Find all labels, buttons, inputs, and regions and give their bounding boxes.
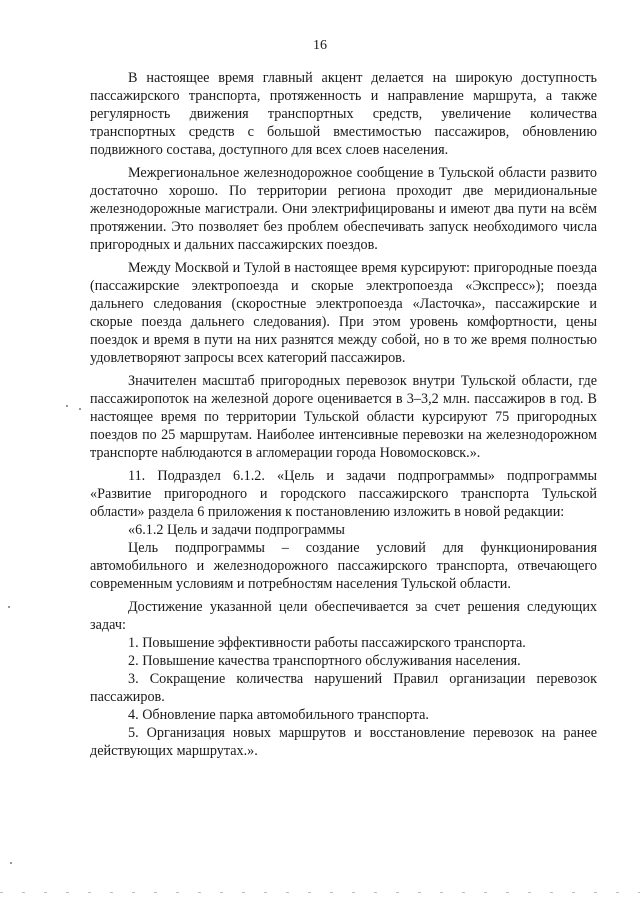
page-number: 16 — [313, 38, 327, 53]
paragraph: Достижение указанной цели обеспечивается за счет решения следующих задач: — [90, 599, 597, 633]
paragraph: 11. Подраздел 6.1.2. «Цель и задачи подпрограммы» подпрограммы «Развитие пригородного и городского пассажирского транспорта Тульской области» раздела 6 приложения к постановлению изложить в новой редакции: — [90, 468, 597, 520]
list-item: 3. Сокращение количества нарушений Правил организации перевозок пассажиров. — [90, 671, 597, 705]
paragraph: Между Москвой и Тулой в настоящее время курсируют: пригородные поезда (пассажирские электропоезда и скорые электропоезда «Экспресс»); поезда дальнего следования (скоростные электропоезда «Ласточка», пассажирские и скорые поезда дальнего следования). При этом уровень комфортности, цены поездок и время в пути на них разнятся между собой, но в то же время полностью удовлетворяют запросы всех категорий пассажиров. — [90, 260, 597, 366]
paragraph: Межрегиональное железнодорожное сообщение в Тульской области развито достаточно хорошо. По территории региона проходит две меридиональные железнодорожные магистрали. Они электрифицированы и имеют два пути на всём протяжении. Это позволяет без проблем обеспечивать запуск необходимого числа пригородных и дальних пассажирских поездов. — [90, 165, 597, 253]
scan-mark — [79, 408, 81, 410]
paragraph: Значителен масштаб пригородных перевозок внутри Тульской области, где пассажиропоток на железной дороге оценивается в 3–3,2 млн. пассажиров в год. В настоящее время по территории Тульской области курсируют 75 пригородных поездов по 25 маршрутам. Наиболее интенсивные перевозки на железнодорожном транспорте наблюдаются в агломерации города Новомосковск.». — [90, 373, 597, 461]
section-heading: «6.1.2 Цель и задачи подпрограммы — [128, 522, 345, 538]
list-item: 2. Повышение качества транспортного обслуживания населения. — [128, 653, 521, 669]
paragraph: Цель подпрограммы – создание условий для функционирования автомобильного и железнодорожного пассажирского транспорта, отвечающего современным условиям и потребностям населения Тульской области. — [90, 540, 597, 592]
paragraph: В настоящее время главный акцент делается на широкую доступность пассажирского транспорта, протяженность и направление маршрута, а также регулярность движения транспортных средств, увеличение количества транспортных средств с большой вместимостью пассажиров, обновлению подвижного состава, доступного для всех слоев населения. — [90, 70, 597, 158]
scan-mark — [10, 862, 12, 864]
task-list — [90, 634, 597, 760]
scan-mark — [8, 606, 10, 608]
list-item: 4. Обновление парка автомобильного транспорта. — [128, 707, 429, 723]
scan-artifact-line — [0, 892, 640, 893]
scan-mark — [66, 405, 68, 407]
list-item: 5. Организация новых маршрутов и восстановление перевозок на ранее действующих маршрутах.». — [90, 725, 597, 759]
document-body — [90, 69, 597, 760]
list-item: 1. Повышение эффективности работы пассажирского транспорта. — [128, 635, 526, 651]
